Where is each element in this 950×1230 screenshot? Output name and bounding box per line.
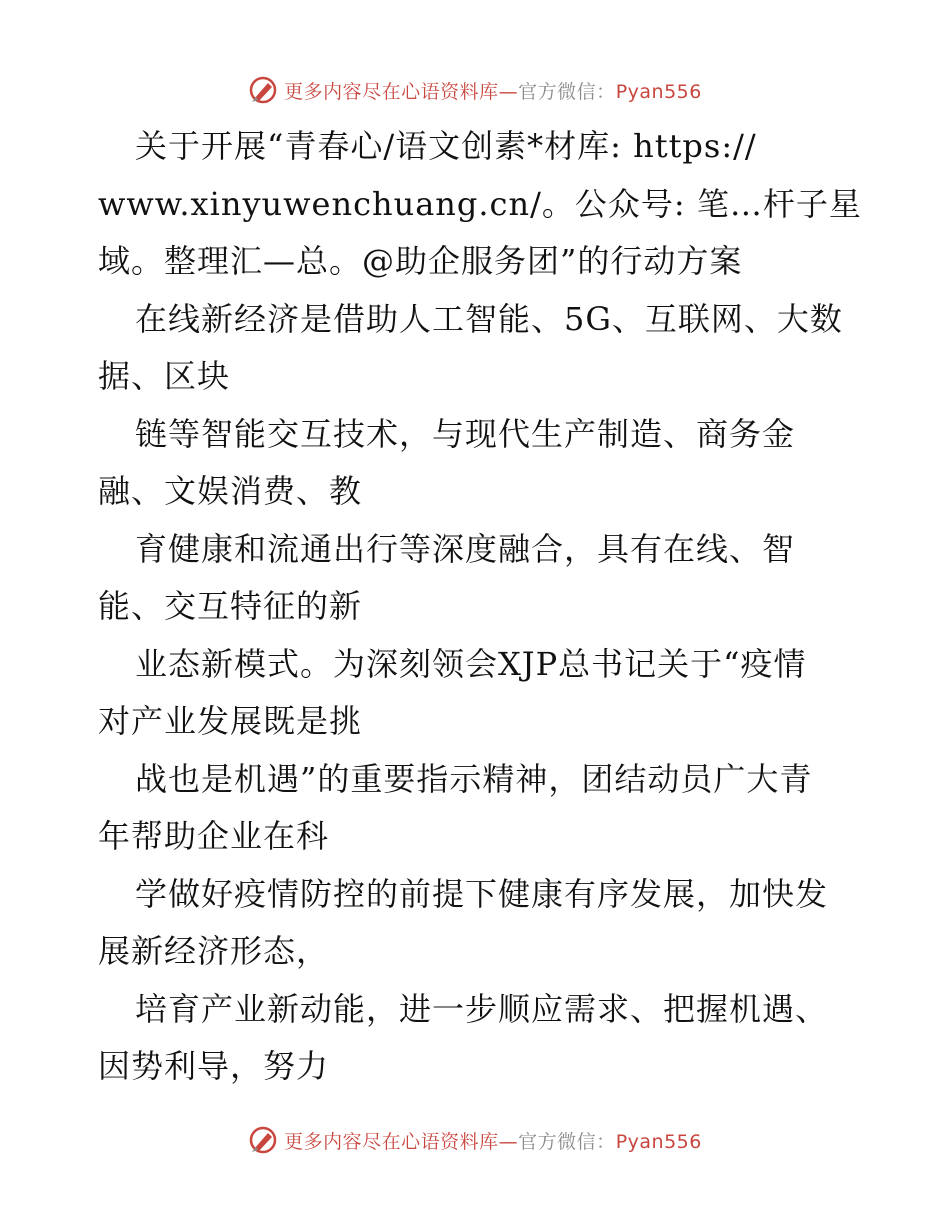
- banner-official-label: 官方微信：: [518, 1130, 616, 1153]
- banner-wechat-id: Pyan556: [615, 80, 702, 103]
- banner-wechat-id: Pyan556: [615, 1130, 702, 1153]
- body-line: 链等智能交互技术，与现代生产制造、商务金: [135, 414, 796, 453]
- banner-official-label: 官方微信：: [518, 80, 616, 103]
- footer-banner: [0, 1120, 950, 1160]
- banner-text: [284, 77, 702, 104]
- header-banner: [0, 70, 950, 110]
- body-line: 战也是机遇”的重要指示精神，团结动员广大青: [135, 759, 813, 798]
- banner-text: [284, 1127, 702, 1154]
- body-line: 展新经济形态，: [98, 932, 330, 970]
- body-line: 育健康和流通出行等深度融合，具有在线、智: [135, 529, 796, 568]
- banner-dash: —: [498, 80, 519, 103]
- pen-logo-icon: [248, 1125, 278, 1155]
- body-line: 对产业发展既是挑: [98, 702, 363, 740]
- banner-dash: —: [498, 1130, 519, 1153]
- body-line: 学做好疫情防控的前提下健康有序发展，加快发: [135, 874, 829, 913]
- body-line: 培育产业新动能，进一步顺应需求、把握机遇、: [135, 989, 829, 1028]
- body-line: 据、区块: [98, 357, 231, 395]
- body-line: 融、文娱消费、教: [98, 472, 363, 510]
- document-body: [98, 118, 862, 1096]
- body-line: 因势利导，努力: [98, 1047, 330, 1085]
- body-line: 能、交互特征的新: [98, 587, 363, 625]
- body-line: www.xinyuwenchuang.cn/。公众号: 笔…杆子星: [98, 184, 862, 223]
- body-line: 业态新模式。为深刻领会XJP总书记关于“疫情: [135, 644, 807, 683]
- body-line: 年帮助企业在科: [98, 817, 330, 855]
- body-line: 关于开展“青春心/语文创素*材库: https://: [135, 127, 757, 165]
- body-line: 在线新经济是借助人工智能、5G、互联网、大数: [135, 299, 843, 338]
- banner-slogan: 更多内容尽在心语资料库: [284, 1130, 499, 1153]
- body-line: 域。整理汇—总。@助企服务团”的行动方案: [98, 242, 743, 280]
- banner-slogan: 更多内容尽在心语资料库: [284, 80, 499, 103]
- pen-logo-icon: [248, 75, 278, 105]
